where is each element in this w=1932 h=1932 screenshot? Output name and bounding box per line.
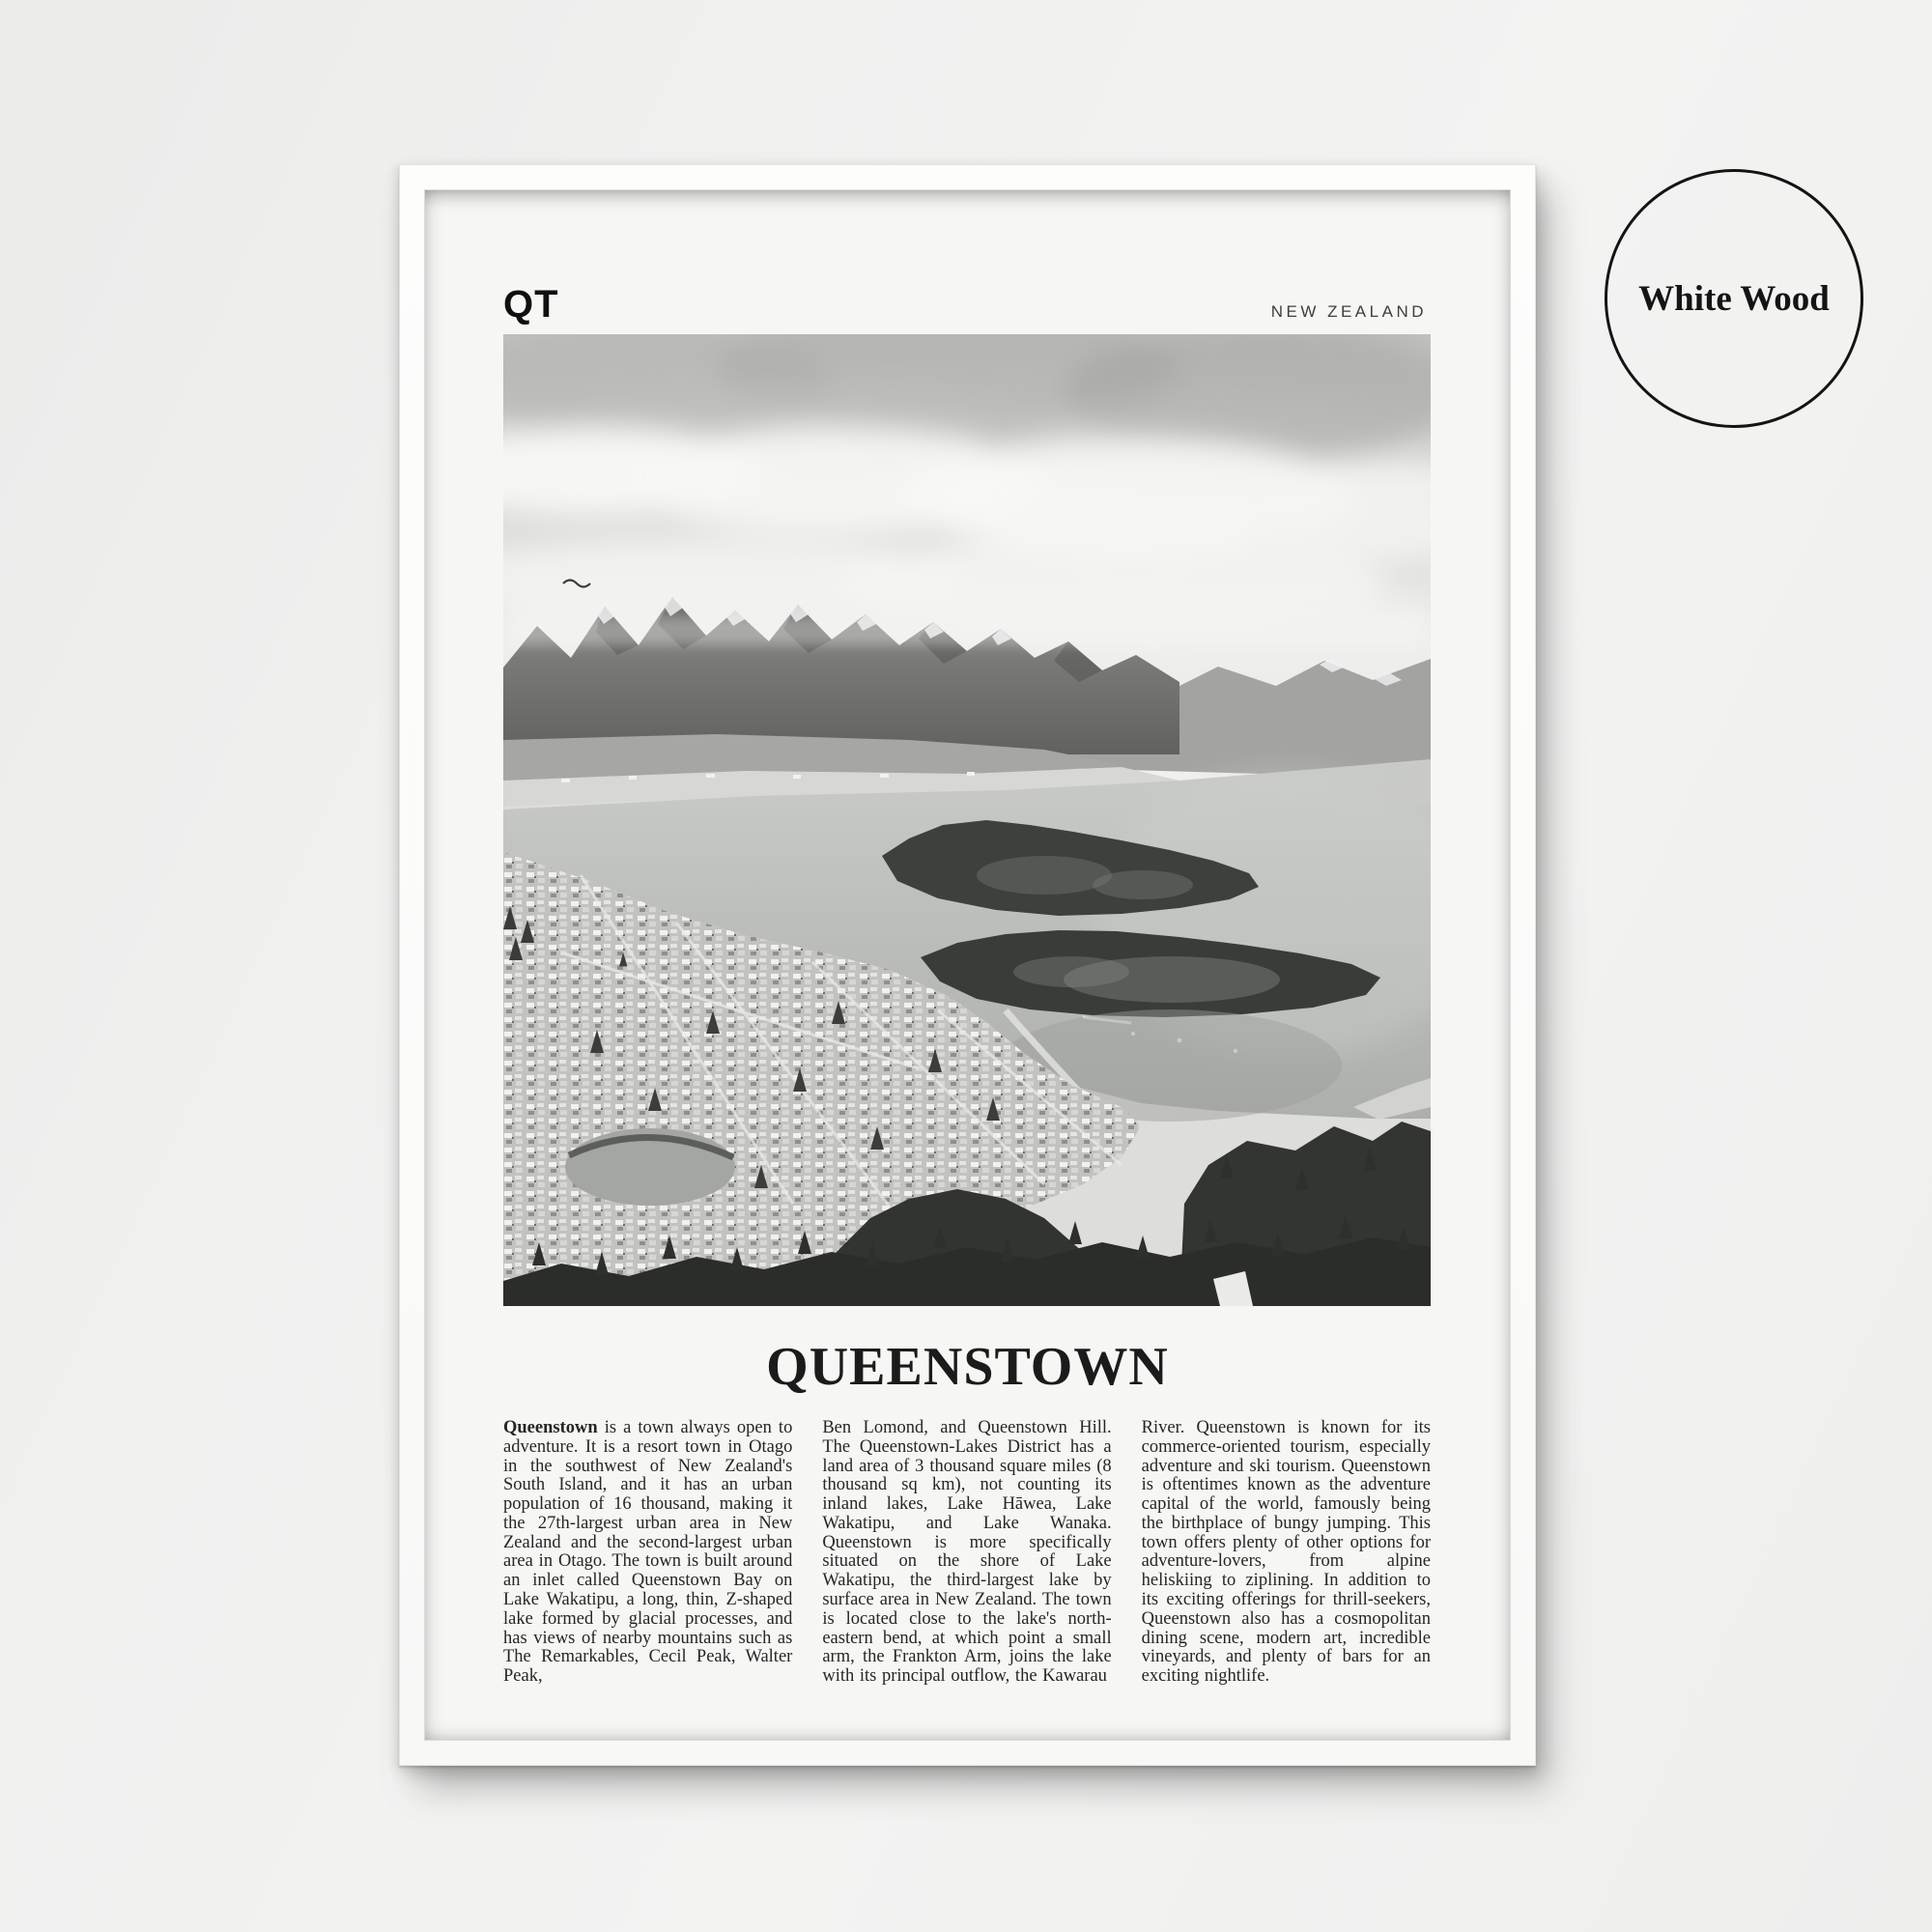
- poster-title: QUEENSTOWN: [766, 1337, 1169, 1397]
- country-label: NEW ZEALAND: [1270, 302, 1427, 321]
- queenstown-aerial-photo: [503, 334, 1431, 1306]
- body-column-2: Ben Lomond, and Queenstown Hill. The Queenstown-Lakes District has a land area of 3 thousand square miles (8 thousand sq km), not counting its inland lakes, Lake Hāwea, Lake Wakatipu, and Lake Wanaka. Queenstown is more specifically situated on the shore of Lake Wakatipu, the third-largest lake by surface area in New Zealand. The town is located close to the lake's north-eastern bend, at which point a small arm, the Frankton Arm, joins the lake with its principal outflow, the Kawarau: [822, 1418, 1112, 1687]
- poster-header: [503, 285, 1427, 324]
- body-column-1: [503, 1419, 792, 1687]
- body-column-3: River. Queenstown is known for its commerce-oriented tourism, especially adventure and ski tourism. Queenstown is oftentimes known as the adventure capital of the world, famously being the birthplace of bungy jumping. This town offers plenty of other options for adventure-lovers, from alpine heliskiing to ziplining. In addition to its exciting offerings for thrill-seekers, Queenstown also has a cosmopolitan dining scene, modern art, incredible vineyards, and plenty of bars for an exciting nightlife.: [1141, 1418, 1431, 1687]
- poster: [424, 189, 1511, 1741]
- variant-badge: [1605, 169, 1863, 428]
- poster-frame: [399, 164, 1536, 1766]
- variant-badge-label: White Wood: [1638, 278, 1830, 319]
- body-column-1-text: is a town always open to adventure. It is a resort town in Otago in the southwest of New Zealand's South Island, and it has an urban population of 16 thousand, making it the 27th-largest urban area in New Zealand and the second-largest urban area in Otago. The town is built around an inlet called Queenstown Bay on Lake Wakatipu, a long, thin, Z-shaped lake formed by glacial processes, and has views of nearby mountains such as The Remarkables, Cecil Peak, Walter Peak,: [503, 1418, 793, 1687]
- lead-word: Queenstown: [503, 1418, 598, 1437]
- brand-initials: QT: [503, 283, 559, 326]
- body-text: [503, 1419, 1431, 1687]
